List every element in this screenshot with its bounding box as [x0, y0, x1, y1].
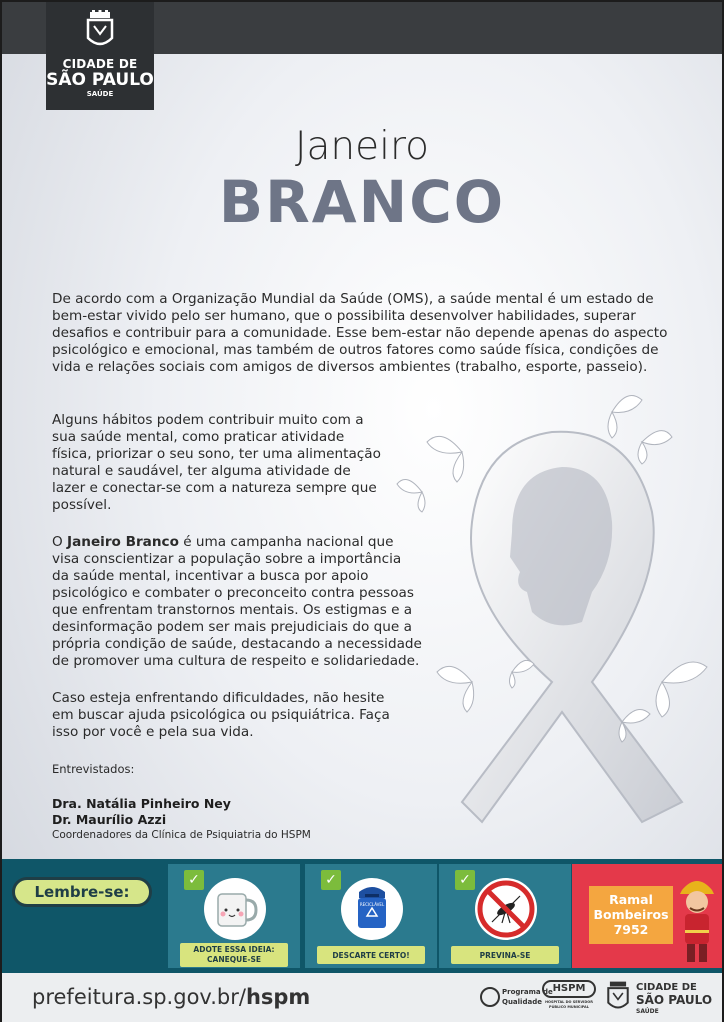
- logo-line-2: SÃO PAULO: [46, 70, 154, 90]
- ramal-line-3: 7952: [613, 922, 649, 937]
- url-bold: hspm: [245, 985, 311, 1009]
- title-janeiro: Janeiro: [295, 124, 429, 169]
- ramal-line-1: Ramal: [609, 892, 653, 907]
- card-descarte-label: DESCARTE CERTO!: [317, 946, 425, 964]
- mosquito-circle: [475, 878, 537, 940]
- quality-text-1: Programa de: [502, 988, 553, 996]
- check-icon: ✓: [455, 870, 475, 890]
- city-footer-1: CIDADE DE: [636, 982, 697, 993]
- ramal-box: [589, 886, 673, 944]
- credits-label: Entrevistados:: [52, 762, 135, 776]
- no-mosquito-icon: [475, 878, 537, 940]
- bin-circle: [341, 878, 403, 940]
- url-plain: prefeitura.sp.gov.br/: [32, 985, 246, 1009]
- ribbon-illustration: [402, 382, 722, 852]
- logo-line-3: SAÚDE: [86, 90, 114, 98]
- card-previna-label: PREVINA-SE: [451, 946, 559, 964]
- title-branco: BRANCO: [218, 168, 506, 236]
- mug-icon: [204, 878, 266, 940]
- city-footer-2: SÃO PAULO: [636, 993, 713, 1007]
- logo-line-1: CIDADE DE: [62, 57, 138, 71]
- quality-logo-icon: [480, 982, 553, 1012]
- paragraph-campanha: [52, 534, 422, 670]
- card-caneca-label: ADOTE ESSA IDEIA: CANEQUE-SE: [180, 943, 288, 967]
- credit-person-1: Dra. Natália Pinheiro Ney: [52, 796, 231, 811]
- ramal-line-2: Bombeiros: [593, 907, 669, 922]
- firefighter-icon: [676, 872, 718, 966]
- credits-role: Coordenadores da Clínica de Psiquiatria do HSPM: [52, 829, 311, 841]
- p3-rest: é uma campanha nacional que visa conscientizar a população sobre a importância da saúde mental, incentivar a busca por apoio psicológico e combater o preconceito contra pessoas que enfrentam transtornos mentais. Os estigmas e a desinformação podem ser mais prejudiciais do que a própria condição de saúde, destacando a necessidade de promover uma cultura de respeito e solidariedade.: [52, 534, 422, 669]
- p3-prefix: O: [52, 534, 68, 550]
- lembre-se-label: Lembre-se:: [12, 877, 152, 907]
- city-crest-icon: [86, 10, 114, 52]
- mug-circle: [204, 878, 266, 940]
- bin-label: RECICLÁVEL: [359, 902, 385, 907]
- logo-hspm: [542, 980, 596, 1010]
- card-ramal-bombeiros: [572, 864, 722, 968]
- paragraph-ajuda: Caso esteja enfrentando dificuldades, não hesite em buscar ajuda psicológica ou psiquiátrica. Faça isso por você e pela sua vida.: [52, 690, 390, 740]
- recycle-bin-icon: [341, 878, 403, 940]
- quality-text-2: Qualidade: [502, 998, 542, 1006]
- credit-person-2: Dr. Maurílio Azzi: [52, 812, 167, 827]
- card-caneca: [168, 864, 300, 968]
- paragraph-oms: De acordo com a Organização Mundial da Saúde (OMS), a saúde mental é um estado de bem-estar vivido pelo ser humano, que o possibilita desenvolver habilidades, superar desafios e contribuir para a comunidade. Esse bem-estar não depende apenas do aspecto psicológico e emocional, mas também de outros fatores como saúde física, condições de vida e relações sociais com amigos de diversos ambientes (trabalho, esporte, passeio).: [52, 291, 668, 375]
- site-url[interactable]: [32, 985, 310, 1009]
- hspm-text: HSPM: [542, 980, 596, 998]
- check-icon: ✓: [184, 870, 204, 890]
- city-crest-footer-icon: [606, 980, 630, 1014]
- hspm-sub: HOSPITAL DO SERVIDOR PÚBLICO MUNICIPAL: [545, 1000, 593, 1009]
- p3-bold: Janeiro Branco: [67, 534, 179, 550]
- logo-programa-qualidade: [480, 982, 553, 1014]
- paragraph-habitos: Alguns hábitos podem contribuir muito com a sua saúde mental, como praticar atividade física, priorizar o seu sono, ter uma alimentação natural e saudável, ter alguma atividade de lazer e conectar-se com a natureza sempre que possível.: [52, 412, 381, 513]
- city-logo: [46, 2, 154, 110]
- card-descarte: [305, 864, 437, 968]
- city-footer-3: SAÚDE: [636, 1008, 659, 1015]
- card-previna: [439, 864, 571, 968]
- check-icon: ✓: [321, 870, 341, 890]
